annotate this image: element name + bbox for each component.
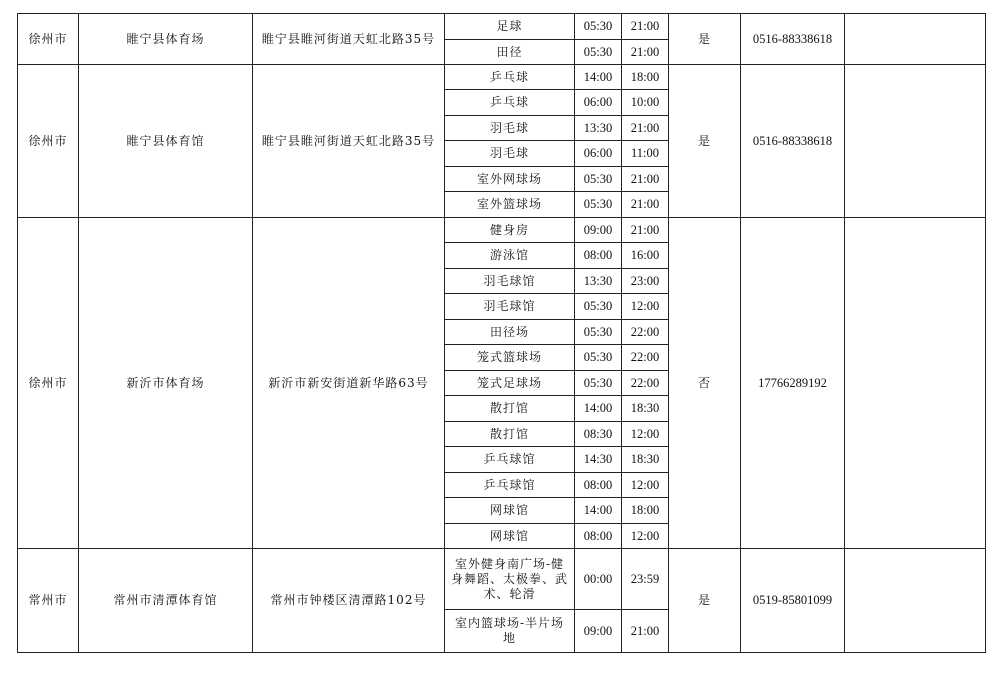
start-time-cell: 06:00 (575, 90, 622, 116)
table-row (18, 65, 986, 90)
table-row (18, 218, 986, 243)
venue-schedule-table (17, 13, 986, 653)
end-time-cell: 12:00 (622, 422, 669, 447)
facility-cell: 健身房 (445, 218, 575, 243)
facility-cell: 室外健身南广场-健身舞蹈、太极拳、武术、轮滑 (445, 549, 575, 610)
address-cell: 睢宁县睢河街道天虹北路35号 (253, 14, 445, 65)
table-body (18, 14, 986, 653)
start-time-cell: 09:00 (575, 218, 622, 243)
start-time-cell: 09:00 (575, 610, 622, 653)
facility-cell: 游泳馆 (445, 243, 575, 269)
facility-cell: 羽毛球 (445, 141, 575, 167)
end-time-cell: 21:00 (622, 167, 669, 192)
city-cell: 徐州市 (18, 14, 79, 65)
end-time-cell: 21:00 (622, 192, 669, 218)
note-cell (845, 218, 986, 549)
phone-cell: 17766289192 (741, 218, 845, 549)
end-time-cell: 22:00 (622, 345, 669, 371)
venue-name-cell: 常州市清潭体育馆 (79, 549, 253, 653)
open-status-cell: 否 (669, 218, 741, 549)
facility-cell: 羽毛球馆 (445, 269, 575, 294)
start-time-cell: 14:00 (575, 498, 622, 524)
start-time-cell: 14:00 (575, 65, 622, 90)
note-cell (845, 549, 986, 653)
end-time-cell: 22:00 (622, 320, 669, 345)
end-time-cell: 16:00 (622, 243, 669, 269)
facility-cell: 乒乓球 (445, 65, 575, 90)
end-time-cell: 12:00 (622, 294, 669, 320)
end-time-cell: 18:00 (622, 498, 669, 524)
facility-cell: 田径场 (445, 320, 575, 345)
facility-cell: 乒乓球馆 (445, 447, 575, 473)
facility-cell: 笼式足球场 (445, 371, 575, 396)
facility-cell: 乒乓球馆 (445, 473, 575, 498)
facility-cell: 笼式篮球场 (445, 345, 575, 371)
start-time-cell: 05:30 (575, 320, 622, 345)
end-time-cell: 18:30 (622, 396, 669, 422)
end-time-cell: 21:00 (622, 116, 669, 141)
end-time-cell: 21:00 (622, 610, 669, 653)
venue-name-cell: 睢宁县体育场 (79, 14, 253, 65)
facility-cell: 散打馆 (445, 422, 575, 447)
end-time-cell: 12:00 (622, 524, 669, 549)
facility-cell: 室外篮球场 (445, 192, 575, 218)
note-cell (845, 65, 986, 218)
facility-cell: 室内篮球场-半片场地 (445, 610, 575, 653)
venue-name-cell: 新沂市体育场 (79, 218, 253, 549)
address-cell: 常州市钟楼区清潭路102号 (253, 549, 445, 653)
facility-cell: 足球 (445, 14, 575, 40)
phone-cell: 0519-85801099 (741, 549, 845, 653)
start-time-cell: 08:00 (575, 243, 622, 269)
city-cell: 徐州市 (18, 218, 79, 549)
end-time-cell: 11:00 (622, 141, 669, 167)
start-time-cell: 08:00 (575, 473, 622, 498)
phone-cell: 0516-88338618 (741, 65, 845, 218)
start-time-cell: 13:30 (575, 116, 622, 141)
end-time-cell: 21:00 (622, 14, 669, 40)
end-time-cell: 18:00 (622, 65, 669, 90)
start-time-cell: 05:30 (575, 371, 622, 396)
venue-name-cell: 睢宁县体育馆 (79, 65, 253, 218)
start-time-cell: 05:30 (575, 40, 622, 65)
start-time-cell: 05:30 (575, 345, 622, 371)
facility-cell: 乒乓球 (445, 90, 575, 116)
start-time-cell: 13:30 (575, 269, 622, 294)
start-time-cell: 08:30 (575, 422, 622, 447)
facility-cell: 散打馆 (445, 396, 575, 422)
start-time-cell: 00:00 (575, 549, 622, 610)
start-time-cell: 06:00 (575, 141, 622, 167)
city-cell: 常州市 (18, 549, 79, 653)
end-time-cell: 21:00 (622, 40, 669, 65)
table-row (18, 549, 986, 610)
facility-cell: 羽毛球 (445, 116, 575, 141)
start-time-cell: 05:30 (575, 192, 622, 218)
facility-cell: 网球馆 (445, 524, 575, 549)
start-time-cell: 05:30 (575, 294, 622, 320)
end-time-cell: 21:00 (622, 218, 669, 243)
end-time-cell: 23:59 (622, 549, 669, 610)
note-cell (845, 14, 986, 65)
start-time-cell: 05:30 (575, 167, 622, 192)
start-time-cell: 14:00 (575, 396, 622, 422)
start-time-cell: 08:00 (575, 524, 622, 549)
end-time-cell: 23:00 (622, 269, 669, 294)
start-time-cell: 14:30 (575, 447, 622, 473)
facility-cell: 羽毛球馆 (445, 294, 575, 320)
address-cell: 睢宁县睢河街道天虹北路35号 (253, 65, 445, 218)
end-time-cell: 12:00 (622, 473, 669, 498)
facility-cell: 网球馆 (445, 498, 575, 524)
open-status-cell: 是 (669, 14, 741, 65)
open-status-cell: 是 (669, 549, 741, 653)
end-time-cell: 18:30 (622, 447, 669, 473)
facility-cell: 田径 (445, 40, 575, 65)
start-time-cell: 05:30 (575, 14, 622, 40)
table-row (18, 14, 986, 40)
facility-cell: 室外网球场 (445, 167, 575, 192)
open-status-cell: 是 (669, 65, 741, 218)
end-time-cell: 10:00 (622, 90, 669, 116)
end-time-cell: 22:00 (622, 371, 669, 396)
phone-cell: 0516-88338618 (741, 14, 845, 65)
city-cell: 徐州市 (18, 65, 79, 218)
address-cell: 新沂市新安街道新华路63号 (253, 218, 445, 549)
